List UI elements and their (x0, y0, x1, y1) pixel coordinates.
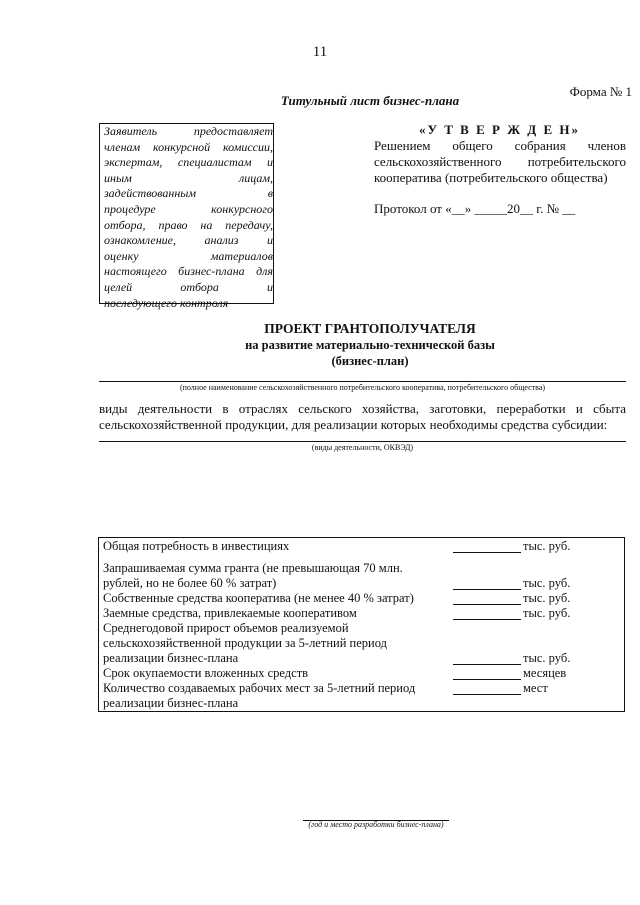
notice-line: иным лицам, (104, 170, 273, 185)
investment-row-label: рублей, но не более 60 % затрат) (103, 576, 277, 590)
notice-line: последующего контроля (104, 295, 229, 310)
activities-line: виды деятельности в отраслях сельского хозяйства, заготовки, переработки и сбыта (99, 401, 626, 416)
activities-line: сельскохозяйственной продукции, для реализации которых необходимы средства субсидии: (99, 417, 608, 432)
investment-row-unit: мест (523, 681, 548, 695)
investment-row-label: Запрашиваемая сумма гранта (не превышающая 70 млн. (103, 561, 403, 575)
investment-row-blank (453, 694, 521, 695)
investment-row-label: Количество создаваемых рабочих мест за 5-летний период (103, 681, 416, 695)
investment-row-blank (453, 589, 521, 590)
activities-caption: (виды деятельности, ОКВЭД) (311, 443, 414, 452)
document-subtitle: Титульный лист бизнес-плана (280, 93, 460, 108)
notice-box (99, 123, 274, 310)
notice-line: членам конкурсной комиссии, (104, 139, 273, 154)
investment-row-unit: тыс. руб. (523, 539, 571, 553)
investment-row-blank (453, 679, 521, 680)
year-place-caption: (год и место разработки бизнес-плана) (308, 820, 444, 829)
investment-row-label: Общая потребность в инвестициях (103, 539, 290, 553)
project-title: ПРОЕКТ ГРАНТОПОЛУЧАТЕЛЯ (264, 321, 476, 336)
notice-line: экспертам, специалистам и (104, 155, 273, 170)
investment-row-label: сельскохозяйственной продукции за 5-летний период (103, 636, 387, 650)
project-subtitle: на развитие материально-технической базы (245, 338, 495, 352)
notice-line: целей отбора и (104, 279, 273, 294)
investment-row-unit: месяцев (523, 666, 567, 680)
approval-line: сельскохозяйственного потребительского (374, 154, 626, 169)
investment-row-blank (453, 664, 521, 665)
protocol-line: Протокол от «__» _____20__ г. № __ (374, 201, 576, 216)
investment-row-unit: тыс. руб. (523, 576, 571, 590)
investment-row-blank (453, 552, 521, 553)
notice-line: процедуре конкурсного (104, 201, 273, 216)
activities-text (99, 401, 626, 433)
investment-row-label: реализации бизнес-плана (103, 696, 239, 710)
full-name-line (99, 381, 626, 382)
notice-line: ознакомление, анализ и (104, 233, 273, 248)
investment-row-label: Срок окупаемости вложенных средств (103, 666, 309, 680)
investment-row-unit: тыс. руб. (523, 651, 571, 665)
investment-row-unit: тыс. руб. (523, 591, 571, 605)
investment-row-label: Собственные средства кооператива (не менее 40 % затрат) (103, 591, 414, 605)
project-subtitle-business-plan: (бизнес-план) (331, 354, 409, 368)
investment-row-label: реализации бизнес-плана (103, 651, 239, 665)
notice-line: задействованным в (104, 186, 273, 201)
notice-line: отбора, право на передачу, (104, 217, 273, 232)
notice-line: Заявитель предоставляет (104, 124, 273, 138)
investment-row-blank (453, 604, 521, 605)
approval-text (374, 138, 626, 186)
notice-line: настоящего бизнес-плана для (104, 264, 273, 279)
approval-line: Решением общего собрания членов (374, 138, 626, 153)
approval-title: «У Т В Е Р Ж Д Е Н» (418, 122, 581, 137)
approval-line: кооператива (потребительского общества) (374, 170, 608, 185)
investment-row-unit: тыс. руб. (523, 606, 571, 620)
activities-line-field (99, 441, 626, 442)
investment-row-label: Заемные средства, привлекаемые кооперативом (103, 606, 357, 620)
form-label: Форма № 1 (569, 84, 632, 99)
full-name-caption: (полное наименование сельскохозяйственного потребительского кооператива, потребительского общества) (179, 383, 546, 392)
investment-row-blank (453, 619, 521, 620)
notice-line: оценку материалов (104, 248, 273, 263)
page-number: 11 (312, 44, 328, 60)
investment-row-label: Среднегодовой прирост объемов реализуемой (103, 621, 349, 635)
